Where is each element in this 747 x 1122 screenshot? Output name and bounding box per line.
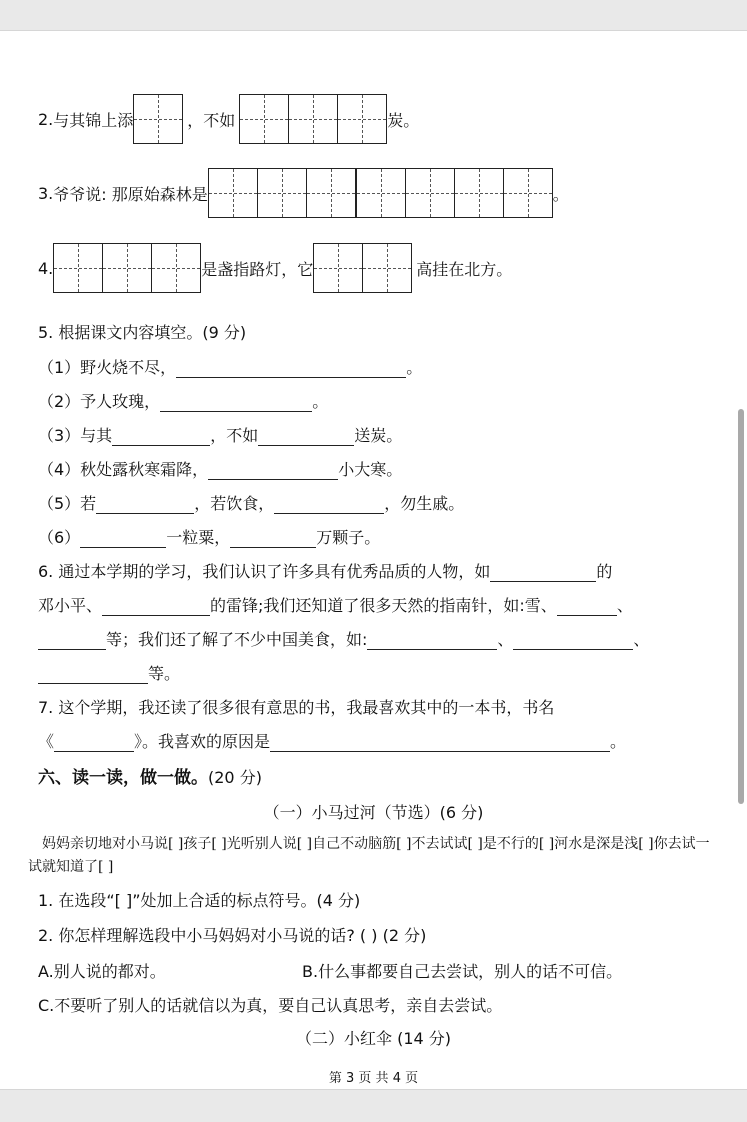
part-1-passage: 妈妈亲切地对小马说[ ]孩子[ ]光听别人说[ ]自己不动脑筋[ ]不去试试[ ]是不行的[ ]河水是深是浅[ ]你去试一试就知道了[ ] [28, 836, 710, 875]
q5-item-5-end: ，勿生戚。 [384, 494, 465, 513]
q5-item-5 [38, 491, 464, 514]
question-2 [38, 94, 419, 144]
q2-number: 2. [38, 109, 54, 129]
q5-title: 5. 根据课文内容填空。(9 分) [38, 323, 247, 342]
q6-text-6: 等；我们还了解了不少中国美食，如: [106, 630, 368, 649]
q2-middle: ，不如 [187, 110, 236, 130]
q5-item-3-mid: ，不如 [210, 426, 259, 445]
q4-grid-2[interactable] [313, 243, 412, 293]
q5-item-5-text: （5）若 [38, 494, 97, 513]
q6-text-2: 的 [596, 562, 613, 581]
q6-blank-7[interactable] [38, 665, 148, 684]
q7-line-2 [38, 729, 626, 752]
page-footer: 第 3 页 共 4 页 [328, 1071, 419, 1086]
q7-text-2: 》。我喜欢的原因是 [134, 732, 271, 751]
q5-item-6-blank-1[interactable] [80, 529, 166, 548]
q6-blank-4[interactable] [38, 631, 106, 650]
option-a: A.别人说的都对。 [38, 962, 166, 981]
q5-item-1-end: 。 [406, 358, 423, 377]
q5-item-2-end: 。 [312, 392, 329, 411]
section-6-heading [38, 763, 262, 788]
q2-prefix: 与其锦上添 [53, 110, 134, 130]
q5-item-5-blank-2[interactable] [274, 495, 384, 514]
q3-grid-2[interactable] [356, 168, 553, 218]
part-2-title: （二）小红伞 (14 分) [295, 1029, 452, 1048]
q5-item-2-blank[interactable] [160, 393, 312, 412]
q6-text-4: 的雷锋;我们还知道了很多天然的指南针，如:雪、 [210, 596, 557, 615]
q7-text-1: 《 [38, 732, 55, 751]
q5-item-6-mid: 一粒粟， [166, 528, 231, 547]
option-c: C.不要听了别人的话就信以为真，要自己认真思考，亲自去尝试。 [38, 996, 503, 1015]
q5-item-3-end: 送炭。 [354, 426, 403, 445]
q5-item-3-blank-1[interactable] [112, 427, 210, 446]
q4-middle: 是盏指路灯，它 [201, 259, 314, 279]
q6-line-1 [38, 559, 612, 582]
q6-text-1: 6. 通过本学期的学习，我们认识了许多具有优秀品质的人物，如 [38, 562, 491, 581]
q6-text-9: 等。 [148, 664, 181, 683]
exam-page [0, 30, 747, 1090]
q4-grid-1[interactable] [53, 243, 201, 293]
q6-text-5: 、 [616, 596, 633, 615]
q2-grid-1[interactable] [133, 94, 183, 144]
q5-item-6-text: （6） [38, 528, 81, 547]
q5-item-3-blank-2[interactable] [258, 427, 354, 446]
option-b: B.什么事都要自己去尝试，别人的话不可信。 [302, 962, 623, 981]
q3-grid-1[interactable] [208, 168, 356, 218]
q6-blank-5[interactable] [367, 631, 497, 650]
q6-line-3 [38, 627, 649, 650]
q3-suffix: 。 [552, 184, 569, 204]
q5-item-1 [38, 355, 422, 378]
q7-reason-blank[interactable] [270, 733, 610, 752]
q6-line-2 [38, 593, 633, 616]
question-4 [38, 243, 512, 293]
scrollbar-thumb[interactable] [738, 409, 744, 804]
q5-item-6-end: 万颗子。 [316, 528, 381, 547]
q5-item-2 [38, 389, 328, 412]
part-1-title: （一）小马过河（节选）(6 分) [263, 803, 484, 822]
part-1-q2: 2. 你怎样理解选段中小马妈妈对小马说的话? ( ) (2 分) [38, 926, 427, 945]
q7-line-1: 7. 这个学期，我还读了很多很有意思的书，我最喜欢其中的一本书，书名 [38, 698, 555, 717]
q5-item-3 [38, 423, 402, 446]
q7-book-blank[interactable] [54, 733, 134, 752]
q7-text-3: 。 [610, 732, 627, 751]
q5-item-1-blank[interactable] [176, 359, 406, 378]
q5-item-2-text: （2）予人玫瑰， [38, 392, 161, 411]
q6-blank-1[interactable] [490, 563, 596, 582]
q3-number: 3. [38, 183, 54, 203]
q5-item-5-mid: ，若饮食， [194, 494, 275, 513]
section-6-score: (20 分) [208, 768, 262, 787]
q5-item-4 [38, 457, 402, 480]
part-1-q1: 1. 在选段“[ ]”处加上合适的标点符号。(4 分) [38, 891, 361, 910]
q2-grid-2[interactable] [239, 94, 387, 144]
q6-blank-3[interactable] [557, 597, 617, 616]
q5-item-1-text: （1）野火烧不尽， [38, 358, 177, 377]
q5-item-3-text: （3）与其 [38, 426, 113, 445]
q5-item-6 [38, 525, 380, 548]
q4-suffix: 高挂在北方。 [416, 259, 513, 279]
q6-blank-2[interactable] [102, 597, 210, 616]
section-6-title: 六、读一读，做一做。 [38, 768, 208, 788]
q3-prefix: 爷爷说: 那原始森林是 [53, 184, 208, 204]
q5-item-4-end: 小大寒。 [338, 460, 403, 479]
q5-item-4-text: （4）秋处露秋寒霜降， [38, 460, 209, 479]
q6-text-7: 、 [497, 630, 514, 649]
q2-suffix: 炭。 [387, 110, 420, 130]
question-3 [38, 168, 569, 218]
q5-item-5-blank-1[interactable] [96, 495, 194, 514]
q6-text-8: 、 [633, 630, 650, 649]
q6-text-3: 邓小平、 [38, 596, 103, 615]
q4-number: 4. [38, 258, 54, 278]
q5-item-6-blank-2[interactable] [230, 529, 316, 548]
q6-line-4 [38, 661, 180, 684]
q6-blank-6[interactable] [513, 631, 633, 650]
q5-item-4-blank[interactable] [208, 461, 338, 480]
